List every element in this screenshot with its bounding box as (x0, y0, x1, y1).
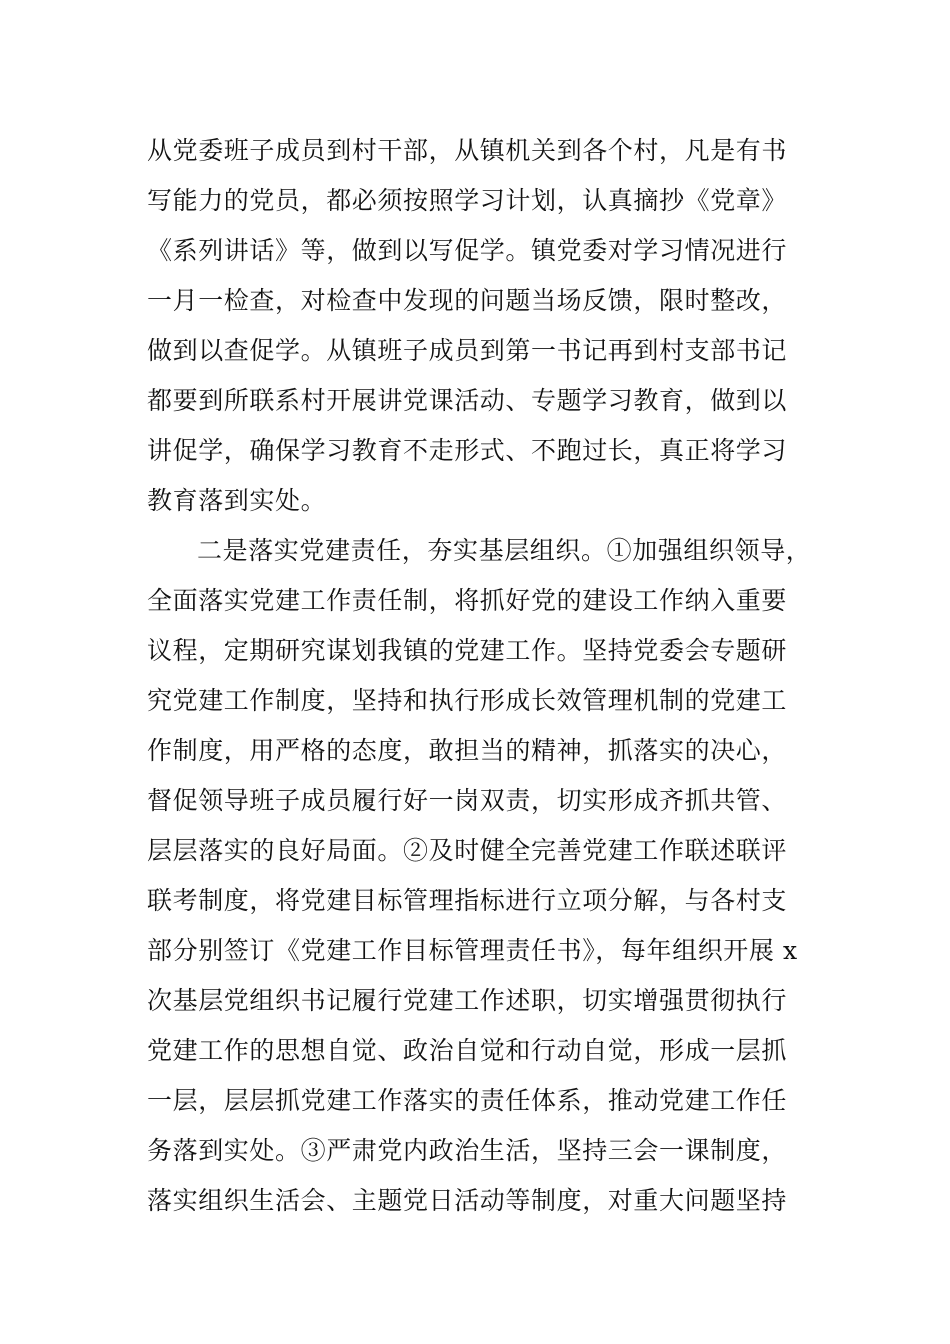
text-line: 做到以查促学。从镇班子成员到第一书记再到村支部书记 (147, 336, 788, 365)
text-line: 《系列讲话》等，做到以写促学。镇党委对学习情况进行 (147, 236, 788, 265)
text-line: 一月一检查，对检查中发现的问题当场反馈，限时整改， (147, 286, 788, 315)
text-line: 层层落实的良好局面。②及时健全完善党建工作联述联评 (147, 836, 788, 865)
text-line: 落实组织生活会、主题党日活动等制度，对重大问题坚持 (147, 1186, 788, 1215)
paragraph-first-line: 二是落实党建责任，夯实基层组织。①加强组织领导， (197, 536, 812, 565)
text-line: 教育落到实处。 (147, 486, 327, 515)
text-line: 一层，层层抓党建工作落实的责任体系，推动党建工作任 (147, 1086, 788, 1115)
text-line: 写能力的党员，都必须按照学习计划，认真摘抄《党章》 (147, 186, 788, 215)
text-line: 联考制度，将党建目标管理指标进行立项分解，与各村支 (147, 886, 788, 915)
text-line: 都要到所联系村开展讲党课活动、专题学习教育，做到以 (147, 386, 788, 415)
text-line: 次基层党组织书记履行党建工作述职，切实增强贯彻执行 (147, 986, 788, 1015)
text-line: 全面落实党建工作责任制，将抓好党的建设工作纳入重要 (147, 586, 788, 615)
text-line: 从党委班子成员到村干部，从镇机关到各个村，凡是有书 (147, 136, 788, 165)
text-line: 督促领导班子成员履行好一岗双责，切实形成齐抓共管、 (147, 786, 788, 815)
text-line: 部分别签订《党建工作目标管理责任书》，每年组织开展 x (147, 936, 798, 965)
text-line: 究党建工作制度，坚持和执行形成长效管理机制的党建工 (147, 686, 788, 715)
text-line: 务落到实处。③严肃党内政治生活，坚持三会一课制度， (147, 1136, 788, 1165)
text-line: 议程，定期研究谋划我镇的党建工作。坚持党委会专题研 (147, 636, 788, 665)
text-line: 作制度，用严格的态度，敢担当的精神，抓落实的决心， (147, 736, 788, 765)
text-line: 讲促学，确保学习教育不走形式、不跑过长，真正将学习 (147, 436, 788, 465)
text-line: 党建工作的思想自觉、政治自觉和行动自觉，形成一层抓 (147, 1036, 788, 1065)
